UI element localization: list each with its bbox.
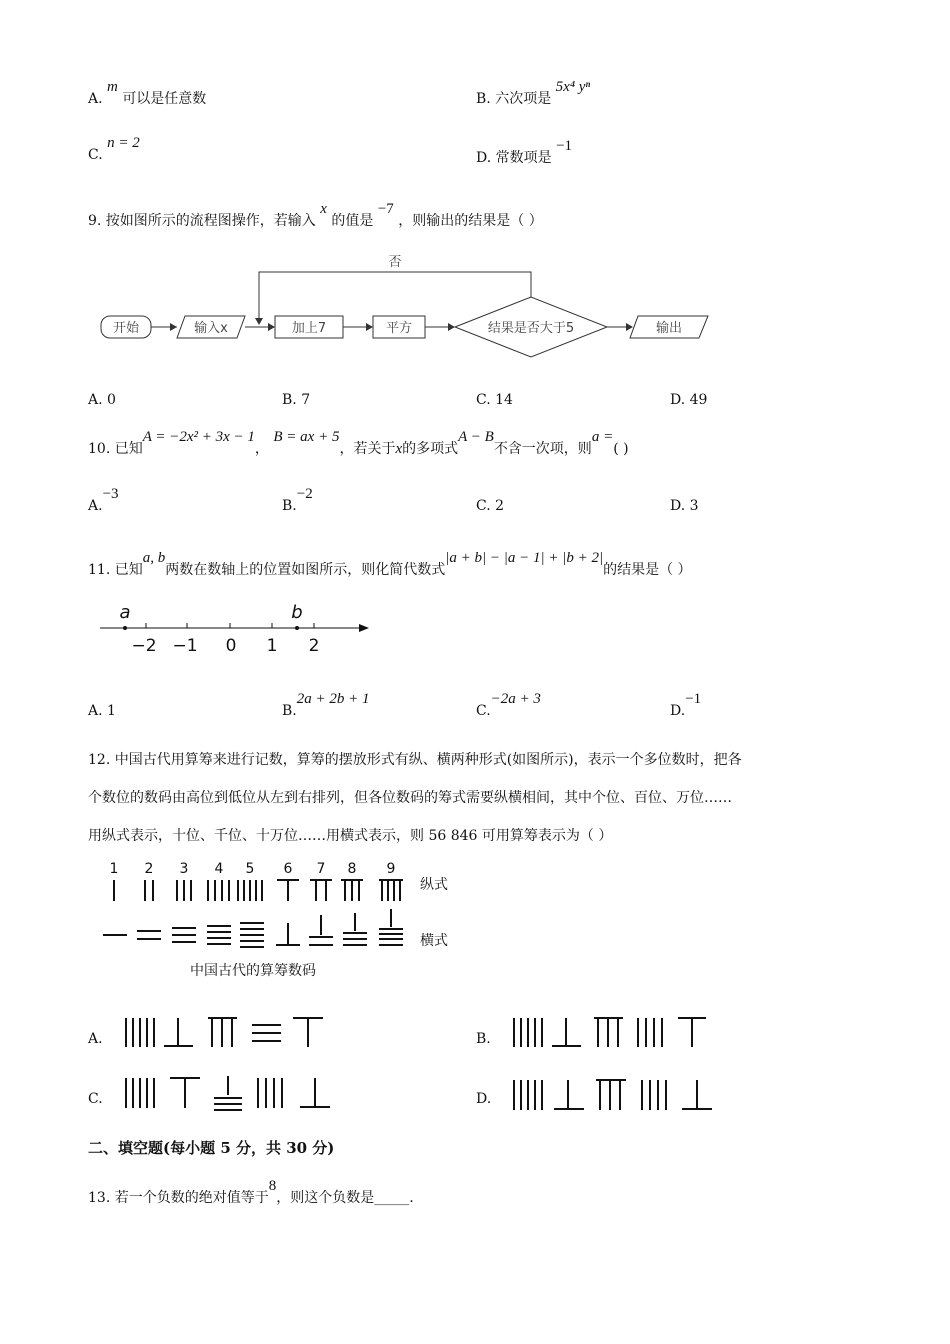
label-a: a <box>119 602 131 623</box>
digit-label: 3 <box>179 861 189 877</box>
flow-start-label: 开始 <box>112 321 140 336</box>
q12-option-a-label: A. <box>88 1031 103 1047</box>
stem-text: ，则这个负数是_____. <box>276 1190 414 1206</box>
option-label: B. <box>282 498 297 514</box>
math-minus-1: −1 <box>556 138 573 154</box>
option-label: C. <box>88 147 103 163</box>
digit-label: 7 <box>316 861 326 877</box>
stem-text: ，若关于 <box>339 441 396 457</box>
stem-text: 9. 按如图所示的流程图操作，若输入 <box>88 213 316 229</box>
horizontal-forms <box>103 909 403 947</box>
axis-arrow-icon <box>359 624 369 632</box>
q12-option-c-rods <box>120 1073 335 1113</box>
stem-text: ， <box>254 441 269 457</box>
digit-label: 4 <box>214 861 224 877</box>
option-math: −2 <box>296 486 313 502</box>
point-a <box>123 626 127 630</box>
option-math: −3 <box>102 486 119 502</box>
q12-line-1: 12. 中国古代用算筹来进行记数，算筹的摆放形式有纵、横两种形式(如图所示)，表示一个多位数时，把各 <box>88 752 742 768</box>
stem-text: 13. 若一个负数的绝对值等于 <box>88 1190 269 1206</box>
math-x: x <box>320 201 327 217</box>
label-vertical: 纵式 <box>420 877 448 893</box>
q9-option-b: B. 7 <box>282 392 311 408</box>
stem-text: 的值是 <box>331 213 374 229</box>
label-b: b <box>291 602 303 623</box>
flow-add-label: 加上7 <box>291 321 327 336</box>
stem-text: 不含一次项，则 <box>493 441 592 457</box>
q9-option-d: D. 49 <box>670 392 708 408</box>
math-abs-expression: |a + b| − |a − 1| + |b + 2| <box>445 550 604 566</box>
tick-label: 0 <box>225 636 237 656</box>
math-poly-b: B = ax + 5 <box>273 429 340 445</box>
q12-option-d-label: D. <box>476 1091 492 1107</box>
digit-label: 8 <box>347 861 357 877</box>
q11-option-a: A. 1 <box>88 703 116 719</box>
tick-label: −1 <box>172 636 198 656</box>
q9-stem <box>88 201 543 230</box>
math-n-equals-2: n = 2 <box>107 135 140 151</box>
option-label: D. <box>670 703 686 719</box>
math-m: m <box>107 79 118 95</box>
stem-text: ，则输出的结果是（ ） <box>398 213 543 229</box>
digit-label: 6 <box>283 861 293 877</box>
q10-option-b <box>282 486 313 515</box>
stem-text: 的结果是（ ） <box>603 562 692 578</box>
math-a-eq: a = <box>591 429 614 445</box>
label-horizontal: 横式 <box>420 933 448 949</box>
q12-option-b-rods <box>508 1015 718 1051</box>
q12-line-2: 个数位的数码由高位到低位从左到右排列，但各位数码的筹式需要纵横相间，其中个位、百位、万位…… <box>88 790 732 806</box>
option-label: B. <box>282 703 297 719</box>
option-math: 2a + 2b + 1 <box>296 691 370 707</box>
tick-label: 2 <box>308 636 320 656</box>
q10-option-d: D. 3 <box>670 498 699 514</box>
flow-input-label: 输入x <box>194 321 228 336</box>
math-poly-a: A = −2x² + 3x − 1 <box>142 429 255 445</box>
rod-numeral-figure <box>100 855 470 985</box>
math-a-minus-b: A − B <box>458 429 494 445</box>
q11-option-b <box>282 691 370 720</box>
option-text: D. 常数项是 <box>476 150 552 166</box>
option-label: A. <box>88 91 103 107</box>
q13-stem <box>88 1178 414 1207</box>
stem-text: 11. 已知 <box>88 562 143 578</box>
stem-text: 两数在数轴上的位置如图所示，则化简代数式 <box>165 562 446 578</box>
q9-option-c: C. 14 <box>476 392 513 408</box>
option-label: C. <box>476 703 491 719</box>
option-math: −2a + 3 <box>490 691 541 707</box>
tick-label: 1 <box>266 636 278 656</box>
q10-option-c: C. 2 <box>476 498 505 514</box>
stem-text: ( ) <box>613 441 629 457</box>
stem-text: 10. 已知 <box>88 441 143 457</box>
q11-option-d <box>670 691 702 720</box>
math-ab: a, b <box>142 550 166 566</box>
figure-caption: 中国古代的算筹数码 <box>190 963 316 979</box>
q8-option-a <box>88 79 207 108</box>
option-text: 可以是任意数 <box>122 91 207 107</box>
tick-label: −2 <box>131 636 157 656</box>
option-math: −1 <box>685 691 702 707</box>
digit-label: 1 <box>109 861 119 877</box>
q12-line-3: 用纵式表示，十位、千位、十万位……用横式表示，则 56 846 可用算筹表示为（ ） <box>88 828 613 844</box>
stem-text: 的多项式 <box>402 441 459 457</box>
q8-option-b <box>476 79 591 108</box>
q8-option-d <box>476 138 573 167</box>
digit-label: 5 <box>245 861 255 877</box>
flowchart <box>95 245 725 365</box>
flow-output-label: 输出 <box>655 321 683 336</box>
math-value: −7 <box>377 201 394 217</box>
flow-decision-label: 结果是否大于5 <box>487 321 575 336</box>
q11-stem <box>88 550 692 579</box>
q9-option-a: A. 0 <box>88 392 116 408</box>
q12-option-d-rods <box>508 1075 718 1115</box>
digit-label: 2 <box>144 861 154 877</box>
flow-square-label: 平方 <box>385 321 413 336</box>
q10-stem <box>88 429 629 458</box>
point-b <box>295 626 299 630</box>
q12-option-b-label: B. <box>476 1031 491 1047</box>
option-text: B. 六次项是 <box>476 91 552 107</box>
section-title: 二、填空题(每小题 5 分，共 30 分) <box>88 1139 335 1157</box>
flow-no-label: 否 <box>388 255 402 270</box>
q12-option-a-rods <box>120 1015 330 1051</box>
option-label: A. <box>88 498 103 514</box>
q11-option-c <box>476 691 541 720</box>
vertical-forms <box>114 880 403 901</box>
math-value: 8 <box>268 1178 277 1194</box>
number-line <box>95 598 385 662</box>
q10-option-a <box>88 486 119 515</box>
q8-option-c <box>88 135 140 164</box>
math-monomial: 5x⁴ yⁿ <box>555 79 591 95</box>
q12-option-c-label: C. <box>88 1091 103 1107</box>
math-x: x <box>395 441 403 457</box>
digit-label: 9 <box>386 861 396 877</box>
